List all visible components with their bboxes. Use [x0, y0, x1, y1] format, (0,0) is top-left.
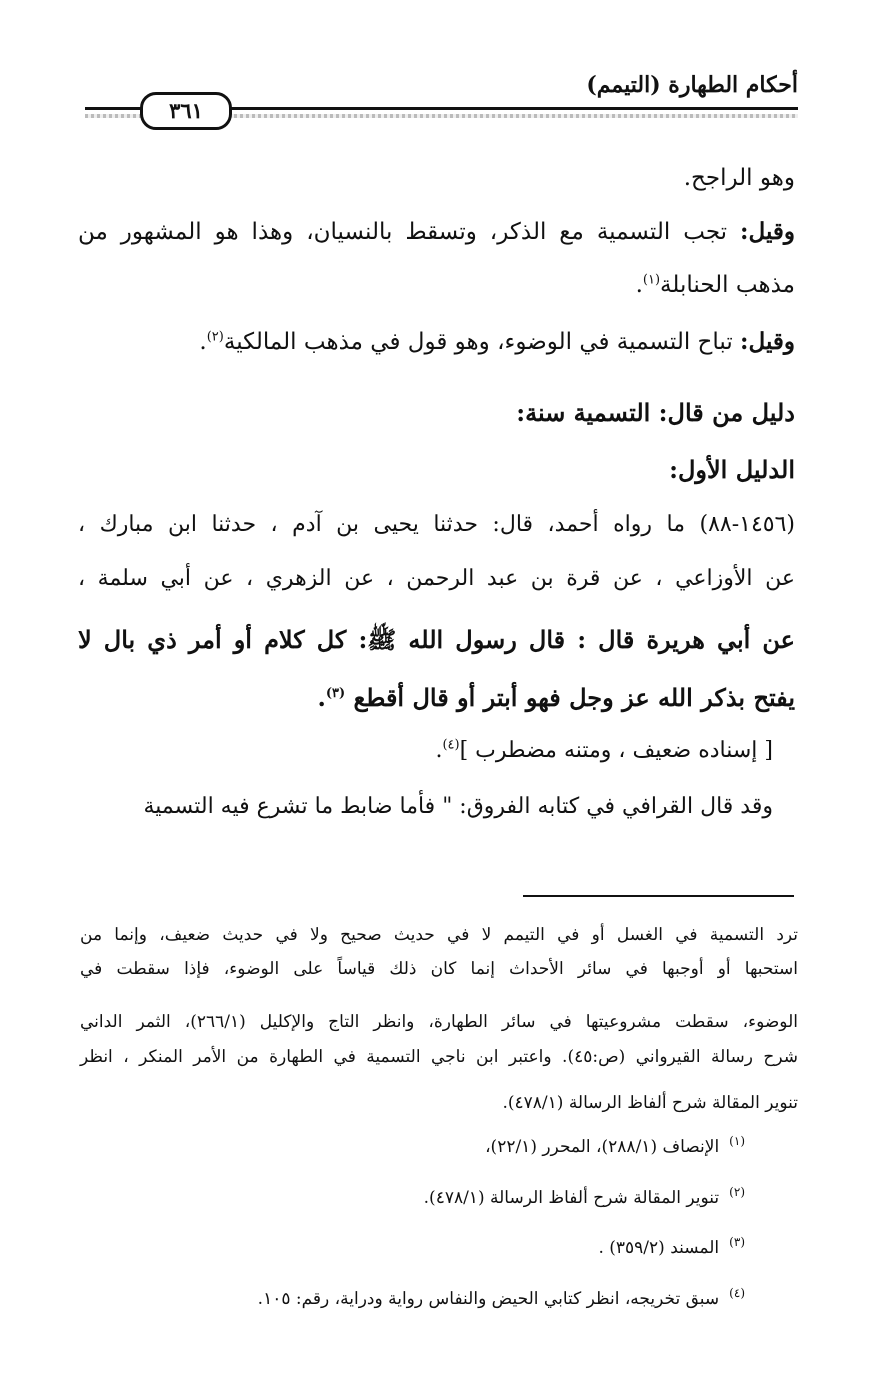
footnote-ref-3: (٣)	[325, 686, 346, 701]
footnote-separator	[523, 895, 794, 897]
saying-label: وقيل:	[740, 328, 795, 355]
section-heading: دليل من قال: التسمية سنة:	[516, 398, 795, 427]
line-end: .	[317, 683, 326, 712]
footnote-continuation-2: استحبها أو أوجبها في سائر الأحداث إنما كان ذلك قياساً على الوضوء، فإذا سقطت في	[80, 959, 798, 979]
footnote-4-mark: (٤)	[729, 1286, 745, 1301]
line-end: .	[199, 329, 207, 355]
body-line-4	[199, 328, 795, 355]
line-text: مذهب الحنابلة	[660, 272, 795, 298]
footnote-4	[257, 1286, 745, 1309]
body-line-1: وهو الراجح.	[683, 165, 795, 191]
saying-text: تجب التسمية مع الذكر، وتسقط بالنسيان، وهذا هو المشهور من	[78, 219, 741, 245]
header-ornament-rule	[210, 114, 798, 118]
line-end: .	[635, 272, 643, 298]
saying-text: تباح التسمية في الوضوء، وهو قول في مذهب المالكية	[223, 329, 741, 355]
running-title: أحكام الطهارة (التيمم)	[586, 72, 798, 98]
subsection-heading: الدليل الأول:	[669, 455, 795, 484]
footnote-continuation-3: الوضوء، سقطت مشروعيتها في سائر الطهارة، وانظر التاج والإكليل (٢٦٦/١)، الثمر الداني	[80, 1012, 798, 1032]
saying-label: وقيل:	[740, 218, 795, 245]
footnote-ref-4: (٤)	[442, 737, 460, 753]
footnote-continuation-1: ترد التسمية في الغسل أو في التيمم لا في حديث صحيح ولا في حديث ضعيف، وإنما من	[80, 925, 798, 945]
hadith-chain-line-1: (١٤٥٦-٨٨) ما رواه أحمد، قال: حدثنا يحيى بن آدم ، حدثنا ابن مبارك ،	[78, 512, 795, 537]
footnote-2-mark: (٢)	[729, 1185, 745, 1200]
body-line-3	[636, 272, 795, 298]
header-ornament-rule-left	[85, 114, 145, 118]
footnote-2-text: تنوير المقالة شرح ألفاظ الرسالة (٤٧٨/١).	[423, 1188, 720, 1208]
footnote-ref-2: (٢)	[206, 329, 224, 345]
hadith-text-line-2	[317, 683, 795, 712]
footnote-1	[485, 1134, 745, 1157]
line-text: يفتح بذكر الله عز وجل فهو أبتر أو قال أقطع	[345, 683, 795, 712]
hadith-text-line-1: عن أبي هريرة قال : قال رسول الله ﷺ: كل كلام أو أمر ذي بال لا	[78, 625, 795, 654]
footnote-4-text: سبق تخريجه، انظر كتابي الحيض والنفاس رواية ودراية، رقم: ١٠٥.	[257, 1289, 720, 1309]
page-number-badge: ٣٦١	[140, 92, 232, 130]
grading-line	[435, 738, 773, 763]
footnote-2	[423, 1185, 745, 1208]
footnote-1-text: الإنصاف (٢٨٨/١)، المحرر (٢٢/١)،	[485, 1137, 720, 1157]
footnote-3	[598, 1235, 745, 1258]
line-end: .	[435, 738, 443, 763]
footnote-3-text: المسند (٣٥٩/٢) .	[598, 1238, 720, 1258]
body-line-last: وقد قال القرافي في كتابه الفروق: " فأما ضابط ما تشرع فيه التسمية	[143, 794, 773, 819]
footnote-ref-1: (١)	[642, 272, 661, 288]
footnote-1-mark: (١)	[729, 1134, 745, 1149]
hadith-chain-line-2: عن الأوزاعي ، عن قرة بن عبد الرحمن ، عن الزهري ، عن أبي سلمة ،	[78, 566, 795, 591]
footnote-continuation-4: شرح رسالة القيرواني (ص:٤٥). واعتبر ابن ناجي التسمية في الطهارة من الأمر المنكر ، انظر	[80, 1047, 798, 1067]
footnote-continuation-5: تنوير المقالة شرح ألفاظ الرسالة (٤٧٨/١).	[502, 1093, 798, 1113]
body-line-2	[78, 218, 795, 245]
footnote-3-mark: (٣)	[729, 1235, 745, 1250]
grading-text: [ إسناده ضعيف ، ومتنه مضطرب ]	[459, 738, 773, 763]
